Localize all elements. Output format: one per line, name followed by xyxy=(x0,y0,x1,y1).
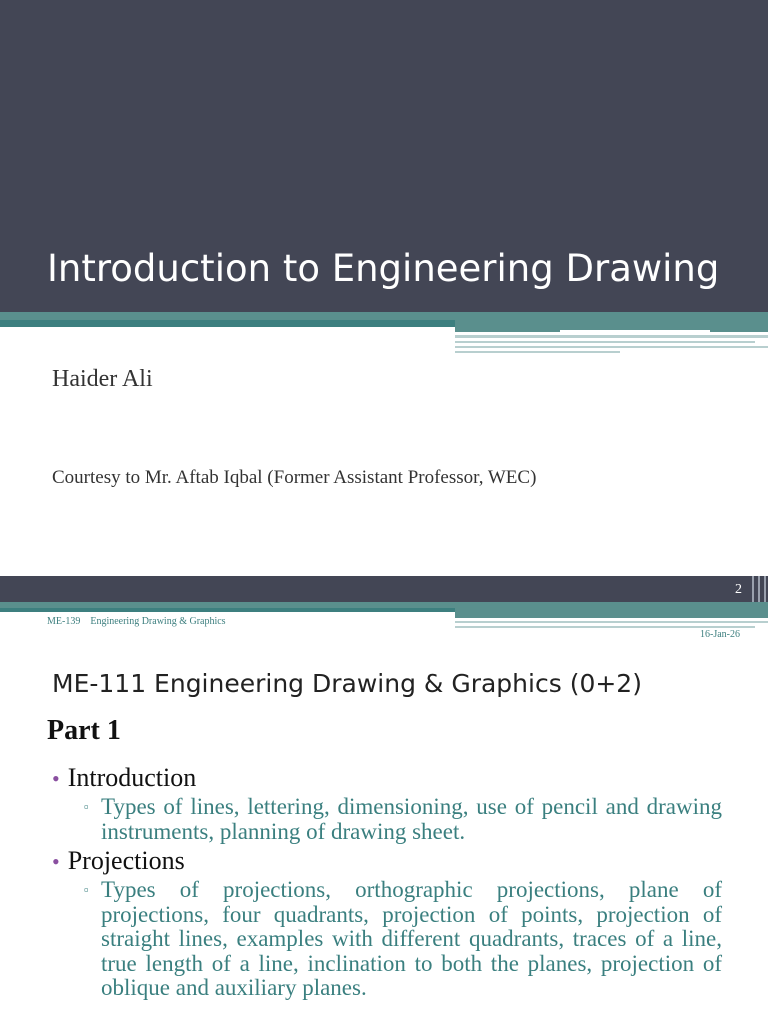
deco-line xyxy=(455,335,768,338)
sub-bullet-text: Types of projections, orthographic projections, plane of projections, four quadrants, projection of points, projection of straight lines, examples with different quadrants, traces of a line, true length of a line, inclination to both the planes, projection of oblique and auxiliary planes. xyxy=(101,877,722,1000)
teal-stripe-right xyxy=(455,608,768,618)
teal-stripe xyxy=(0,312,768,320)
deco-line xyxy=(455,626,755,628)
slide-title: Introduction to Engineering Drawing xyxy=(47,247,720,290)
sub-bullet-text: Types of lines, lettering, dimensioning, use of pencil and drawing instruments, planning of drawing sheet. xyxy=(101,794,722,844)
sub-bullet-icon: ▫ xyxy=(84,882,89,897)
bullet-icon: • xyxy=(52,849,60,874)
sub-bullet-projections xyxy=(84,878,722,1001)
slide-title: ME-111 Engineering Drawing & Graphics (0+2) xyxy=(52,669,642,698)
deco-line xyxy=(560,330,710,332)
author-name: Haider Ali xyxy=(52,366,153,392)
bullet-label: Projections xyxy=(67,846,185,875)
courtesy-line: Courtesy to Mr. Aftab Iqbal (Former Assistant Professor, WEC) xyxy=(52,467,537,488)
slide-2 xyxy=(0,576,768,1024)
bullet-introduction xyxy=(52,763,196,793)
bullet-icon: • xyxy=(52,766,60,791)
page-number: 2 xyxy=(735,582,742,597)
header-band xyxy=(0,576,768,602)
sub-bullet-icon: ▫ xyxy=(84,799,89,814)
bullet-projections xyxy=(52,846,185,876)
bullet-label: Introduction xyxy=(67,763,197,792)
teal-stripe-lower xyxy=(0,320,455,327)
teal-stripe-lower xyxy=(0,608,455,612)
footer-course: ME-139 Engineering Drawing & Graphics xyxy=(47,616,226,627)
deco-line xyxy=(455,346,768,348)
deco-line xyxy=(455,351,620,353)
header-bars xyxy=(748,576,768,602)
deco-line xyxy=(455,341,755,343)
deco-line xyxy=(455,621,768,623)
footer-date: 16-Jan-26 xyxy=(700,629,740,640)
part-heading: Part 1 xyxy=(47,715,121,746)
sub-bullet-introduction xyxy=(84,795,722,844)
